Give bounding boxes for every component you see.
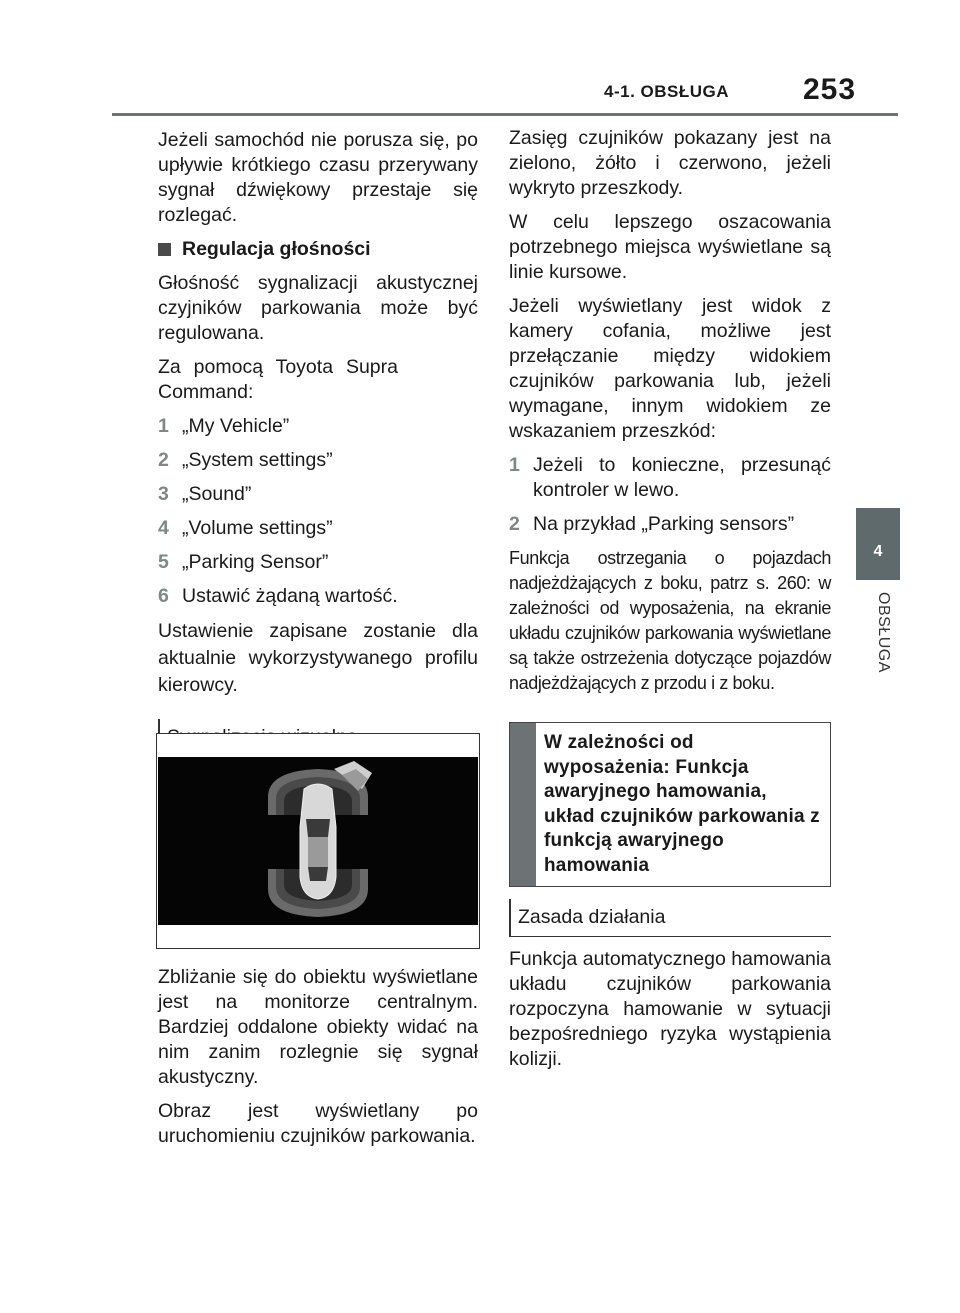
- square-bullet-icon: [158, 243, 171, 256]
- volume-heading: [158, 237, 478, 262]
- step-number: 2: [509, 513, 520, 535]
- step-number: 2: [158, 449, 169, 471]
- step-number: 4: [158, 517, 169, 539]
- step-item: [158, 550, 478, 575]
- chapter-tab-label: OBSŁUGA: [875, 592, 892, 673]
- step-number: 1: [509, 454, 520, 476]
- section-title: 4-1. OBSŁUGA: [604, 82, 730, 101]
- step-number: 1: [158, 415, 169, 437]
- step-text: Jeżeli to konieczne, przesunąć kontroler w lewo.: [533, 454, 831, 501]
- step-text: Ustawić żądaną wartość.: [182, 585, 398, 607]
- left-column-bottom: [158, 965, 478, 1149]
- principle-subheading: Zasada działania: [509, 899, 831, 937]
- camera-paragraph: Jeżeli wyświetlany jest widok z kamery cofania, możliwe jest przełączanie między widokiem czujników parkowania lub, jeżeli wymagane, innym widokiem ze wskazaniem przeszkód:: [509, 295, 831, 442]
- step-item: [509, 512, 831, 537]
- step-item: [158, 414, 478, 439]
- range-paragraph: Zasięg czujników pokazany jest na zielono, żółto i czerwono, jeżeli wykryto przeszkody.: [509, 127, 831, 199]
- step-number: 6: [158, 585, 169, 607]
- right-column: [509, 126, 831, 1072]
- volume-paragraph: Głośność sygnalizacji akustycznej czyjników parkowania może być regulowana.: [158, 272, 478, 344]
- callout-title: W zależności od wyposażenia: Funkcja awaryjnego hamowania, układ czujników parkowania z funkcją awaryjnego hamowania: [544, 732, 820, 876]
- step-item: [158, 448, 478, 473]
- step-text: „Parking Sensor”: [182, 551, 329, 573]
- parking-sensor-graphic: [158, 757, 478, 925]
- volume-heading-text: Regulacja głośności: [182, 238, 371, 260]
- principle-paragraph: Funkcja automatycznego hamowania układu czujników parkowania rozpoczyna hamowanie w sytuacji bezpośredniego ryzyka wystąpienia kolizji.: [509, 948, 831, 1070]
- car-top-view-icon: [300, 784, 336, 899]
- step-number: 5: [158, 551, 169, 573]
- header-rule: [112, 113, 898, 116]
- intro-paragraph: Jeżeli samochód nie porusza się, po upływie krótkiego czasu przerywany sygnał dźwiękowy przestaje się rozlegać.: [158, 129, 478, 226]
- step-text: „System settings”: [182, 449, 333, 471]
- step-item: [509, 453, 831, 503]
- step-number: 3: [158, 483, 169, 505]
- command-paragraph: Za pomocą Toyota Supra Command:: [158, 356, 398, 403]
- parking-sensor-display: [158, 757, 478, 925]
- step-text: Na przykład „Parking sensors”: [533, 513, 795, 535]
- left-column: [158, 128, 478, 757]
- display-paragraph: Obraz jest wyświetlany po uruchomieniu czujników parkowania.: [158, 1100, 478, 1147]
- profile-paragraph: Ustawienie zapisane zostanie dla aktualnie wykorzystywanego profilu kierowcy.: [158, 620, 478, 696]
- step-text: „Volume settings”: [182, 517, 333, 539]
- parking-sensor-figure: [156, 733, 480, 949]
- cross-traffic-paragraph: Funkcja ostrzegania o pojazdach nadjeżdżających z boku, patrz s. 260: w zależności od wyposażenia, na ekranie układu czujników parkowania wyświetlane są także ostrzeżenia dotyczące pojazdów nadjeżdżających z przodu i z boku.: [509, 548, 831, 693]
- step-text: „My Vehicle”: [182, 415, 290, 437]
- chapter-tab: 4: [856, 508, 900, 580]
- lines-paragraph: W celu lepszego oszacowania potrzebnego miejsca wyświetlane są linie kursowe.: [509, 211, 831, 283]
- step-item: [158, 516, 478, 541]
- callout-bar: [510, 723, 536, 886]
- step-text: „Sound”: [182, 483, 252, 505]
- step-item: [158, 584, 478, 609]
- step-item: [158, 482, 478, 507]
- equipment-callout: [509, 722, 831, 887]
- page-number: 253: [803, 73, 857, 106]
- monitor-paragraph: Zbliżanie się do obiektu wyświetlane jest na monitorze centralnym. Bardziej oddalone obiekty widać na nim zanim rozlegnie się sygnał akustyczny.: [158, 966, 478, 1088]
